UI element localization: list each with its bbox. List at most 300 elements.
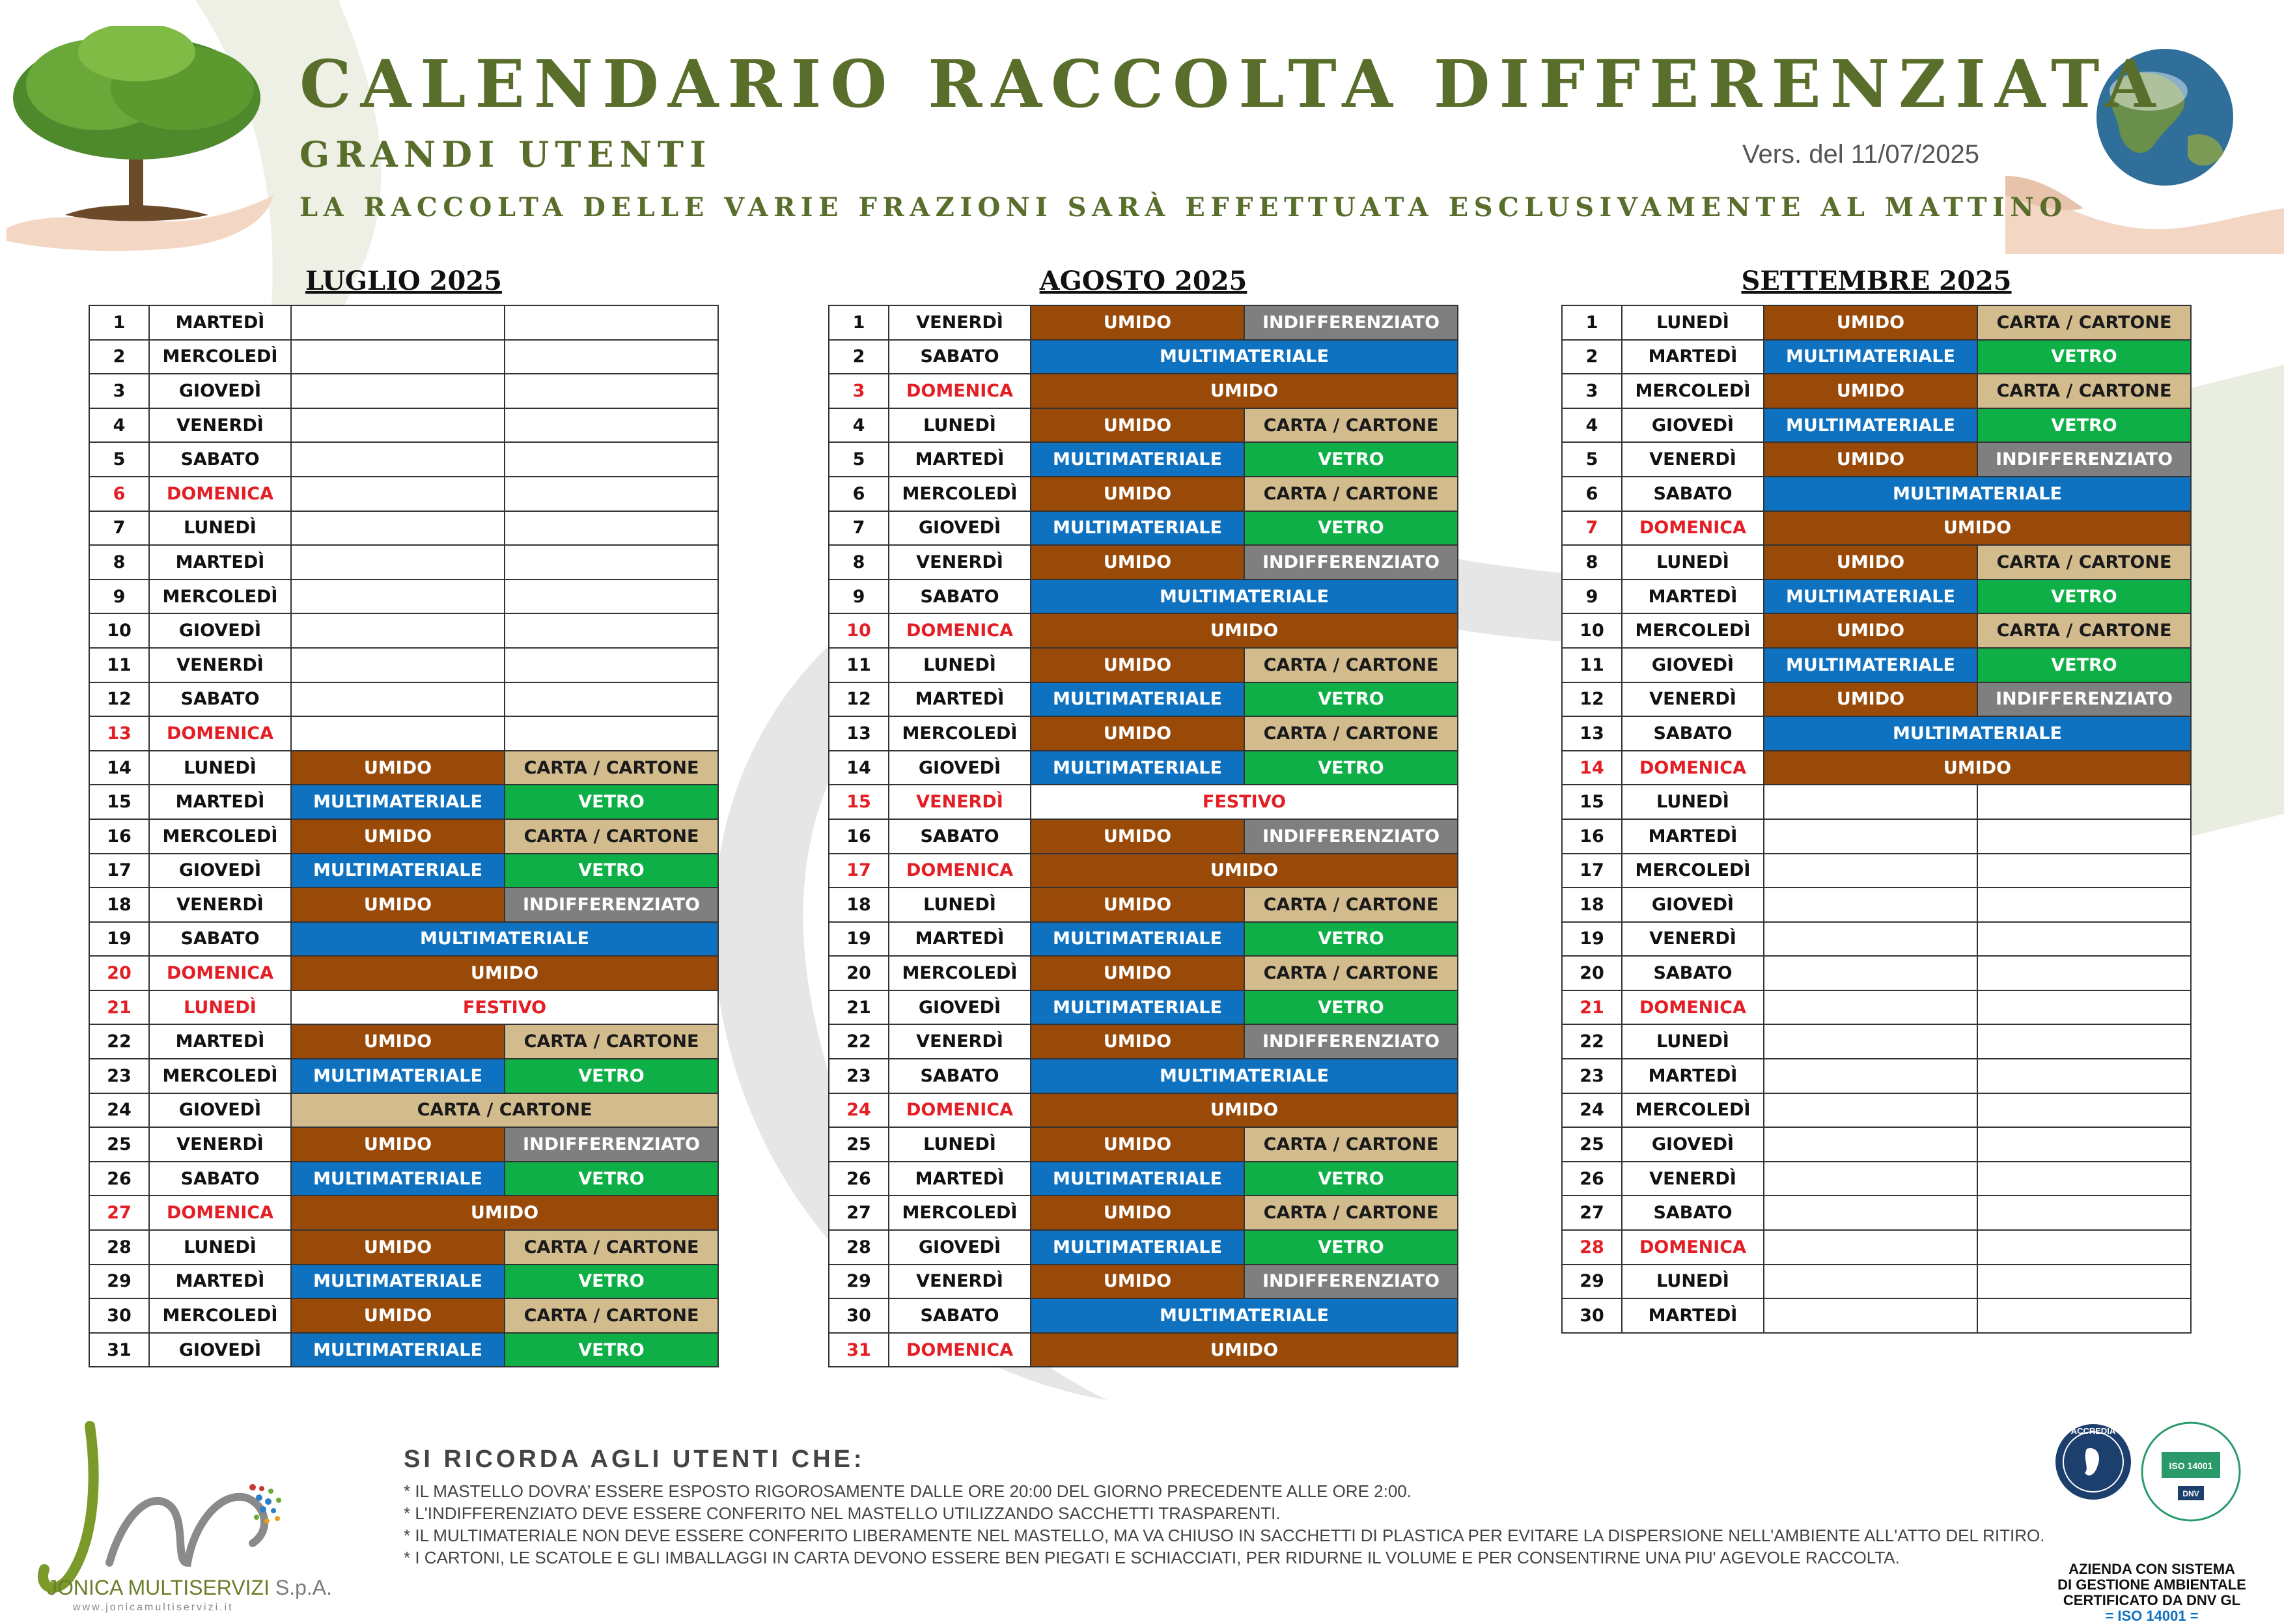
collection-cell: UMIDO (1764, 305, 1977, 340)
collection-cell (505, 648, 718, 682)
collection-cell: CARTA / CARTONE (1244, 477, 1458, 511)
day-number: 10 (829, 613, 889, 648)
collection-cell (1764, 1127, 1977, 1162)
collection-cell: VETRO (1977, 580, 2191, 614)
weekday: SABATO (889, 340, 1031, 374)
table-row (829, 854, 1458, 888)
cert-line: CERTIFICATO DA DNV GL (2063, 1592, 2241, 1608)
weekday: LUNEDÌ (889, 648, 1031, 682)
weekday: DOMENICA (1622, 1230, 1764, 1265)
collection-cell (1764, 888, 1977, 922)
table-row (1562, 751, 2191, 785)
collection-cell: UMIDO (1031, 888, 1244, 922)
collection-cell: MULTIMATERIALE (1031, 1059, 1458, 1093)
weekday: SABATO (889, 580, 1031, 614)
collection-cell (1764, 1298, 1977, 1333)
collection-cell (1764, 1093, 1977, 1128)
collection-cell (1977, 854, 2191, 888)
day-number: 8 (1562, 545, 1622, 580)
table-row (1562, 1127, 2191, 1162)
day-number: 6 (89, 477, 149, 511)
weekday: VENERDÌ (1622, 682, 1764, 717)
collection-cell: CARTA / CARTONE (1244, 956, 1458, 990)
collection-cell: UMIDO (1031, 1024, 1244, 1059)
collection-cell (1977, 1298, 2191, 1333)
weekday: MARTEDÌ (889, 1162, 1031, 1196)
table-row (1562, 716, 2191, 751)
user-reminders (404, 1446, 2045, 1569)
table-row (829, 340, 1458, 374)
collection-cell (1764, 956, 1977, 990)
table-row (89, 511, 718, 546)
collection-cell (1977, 785, 2191, 819)
collection-cell (505, 477, 718, 511)
weekday: LUNEDÌ (1622, 1265, 1764, 1299)
collection-cell: MULTIMATERIALE (1031, 751, 1244, 785)
table-row (829, 613, 1458, 648)
collection-cell: CARTA / CARTONE (291, 1093, 718, 1128)
weekday: MARTEDÌ (1622, 1059, 1764, 1093)
collection-cell: INDIFFERENZIATO (1244, 1024, 1458, 1059)
table-row (1562, 785, 2191, 819)
day-number: 26 (89, 1162, 149, 1196)
weekday: MARTEDÌ (149, 545, 291, 580)
weekday: SABATO (889, 1298, 1031, 1333)
weekday: LUNEDÌ (149, 511, 291, 546)
day-number: 9 (829, 580, 889, 614)
company-name (47, 1576, 332, 1600)
collection-cell: CARTA / CARTONE (1244, 716, 1458, 751)
weekday: GIOVEDÌ (889, 990, 1031, 1025)
month-title: AGOSTO 2025 (1039, 266, 1247, 296)
month-title: SETTEMBRE 2025 (1741, 266, 2012, 296)
collection-cell: MULTIMATERIALE (291, 1333, 505, 1367)
collection-cell: MULTIMATERIALE (1764, 580, 1977, 614)
table-row (1562, 340, 2191, 374)
weekday: DOMENICA (889, 854, 1031, 888)
collection-cell: UMIDO (1764, 751, 2191, 785)
collection-cell: UMIDO (1031, 1333, 1458, 1367)
collection-cell: UMIDO (1031, 1093, 1458, 1128)
day-number: 11 (829, 648, 889, 682)
day-number: 20 (1562, 956, 1622, 990)
day-number: 28 (1562, 1230, 1622, 1265)
collection-cell: FESTIVO (291, 990, 718, 1025)
table-row (1562, 408, 2191, 443)
table-row (1562, 888, 2191, 922)
collection-cell: VETRO (1244, 1230, 1458, 1265)
collection-cell: VETRO (505, 1333, 718, 1367)
weekday: GIOVEDÌ (149, 1333, 291, 1367)
table-row (89, 1162, 718, 1196)
table-row (89, 305, 718, 340)
weekday: SABATO (149, 922, 291, 957)
collection-cell (1977, 922, 2191, 957)
table-row (1562, 613, 2191, 648)
table-row (89, 682, 718, 717)
collection-cell (505, 408, 718, 443)
weekday: MARTEDÌ (149, 1024, 291, 1059)
weekday: LUNEDÌ (149, 751, 291, 785)
table-row (1562, 854, 2191, 888)
collection-cell: UMIDO (1031, 1196, 1244, 1230)
table-row (829, 819, 1458, 854)
collection-cell: CARTA / CARTONE (505, 751, 718, 785)
weekday: SABATO (1622, 1196, 1764, 1230)
collection-cell: CARTA / CARTONE (505, 1230, 718, 1265)
day-number: 5 (89, 442, 149, 477)
collection-cell: VETRO (1244, 990, 1458, 1025)
collection-cell: MULTIMATERIALE (1031, 442, 1244, 477)
weekday: GIOVEDÌ (149, 374, 291, 408)
collection-cell (505, 442, 718, 477)
collection-cell: UMIDO (1031, 1265, 1244, 1299)
collection-cell: VETRO (1977, 408, 2191, 443)
table-row (89, 1196, 718, 1230)
weekday: GIOVEDÌ (149, 1093, 291, 1128)
day-number: 14 (89, 751, 149, 785)
table-row (1562, 305, 2191, 340)
collection-cell: VETRO (1244, 682, 1458, 717)
day-number: 28 (89, 1230, 149, 1265)
day-number: 13 (1562, 716, 1622, 751)
weekday: DOMENICA (889, 374, 1031, 408)
table-row (89, 716, 718, 751)
day-number: 1 (1562, 305, 1622, 340)
dnv-text: DNV (2182, 1489, 2199, 1498)
weekday: MERCOLEDÌ (889, 956, 1031, 990)
table-row (89, 340, 718, 374)
weekday: LUNEDÌ (1622, 1024, 1764, 1059)
table-row (89, 545, 718, 580)
day-number: 22 (89, 1024, 149, 1059)
table-row (829, 442, 1458, 477)
collection-cell: UMIDO (1031, 613, 1458, 648)
day-number: 9 (89, 580, 149, 614)
weekday: GIOVEDÌ (889, 1230, 1031, 1265)
day-number: 7 (89, 511, 149, 546)
table-row (1562, 477, 2191, 511)
table-row (829, 785, 1458, 819)
collection-cell (1977, 990, 2191, 1025)
day-number: 10 (1562, 613, 1622, 648)
company-name-suffix: S.p.A. (269, 1576, 333, 1599)
day-number: 7 (1562, 511, 1622, 546)
day-number: 10 (89, 613, 149, 648)
table-row (89, 1230, 718, 1265)
collection-cell: VETRO (505, 1265, 718, 1299)
weekday: LUNEDÌ (1622, 545, 1764, 580)
collection-cell: UMIDO (291, 751, 505, 785)
weekday: DOMENICA (149, 716, 291, 751)
collection-cell: INDIFFERENZIATO (505, 1127, 718, 1162)
day-number: 8 (829, 545, 889, 580)
table-row (89, 854, 718, 888)
day-number: 16 (89, 819, 149, 854)
table-row (829, 1298, 1458, 1333)
collection-cell (505, 340, 718, 374)
weekday: SABATO (1622, 477, 1764, 511)
collection-cell: MULTIMATERIALE (1031, 1230, 1244, 1265)
weekday: GIOVEDÌ (149, 613, 291, 648)
collection-cell (505, 374, 718, 408)
day-number: 1 (829, 305, 889, 340)
day-number: 15 (1562, 785, 1622, 819)
weekday: LUNEDÌ (1622, 305, 1764, 340)
table-row (1562, 1298, 2191, 1333)
day-number: 4 (89, 408, 149, 443)
collection-cell: UMIDO (291, 1127, 505, 1162)
collection-cell (505, 716, 718, 751)
collection-cell (505, 545, 718, 580)
day-number: 25 (1562, 1127, 1622, 1162)
collection-cell (1977, 1162, 2191, 1196)
collection-cell: MULTIMATERIALE (291, 1162, 505, 1196)
iso-badge-text: ISO 14001 (2169, 1461, 2213, 1471)
weekday: GIOVEDÌ (1622, 1127, 1764, 1162)
collection-cell (1977, 1059, 2191, 1093)
collection-cell (291, 374, 505, 408)
weekday: LUNEDÌ (889, 1127, 1031, 1162)
table-row (829, 682, 1458, 717)
day-number: 24 (1562, 1093, 1622, 1128)
collection-cell: UMIDO (291, 1024, 505, 1059)
collection-cell: MULTIMATERIALE (1764, 408, 1977, 443)
weekday: MARTEDÌ (1622, 1298, 1764, 1333)
day-number: 31 (89, 1333, 149, 1367)
collection-cell: UMIDO (1031, 545, 1244, 580)
day-number: 6 (829, 477, 889, 511)
day-number: 22 (829, 1024, 889, 1059)
day-number: 21 (89, 990, 149, 1025)
table-row (1562, 990, 2191, 1025)
weekday: SABATO (149, 1162, 291, 1196)
table-row (1562, 1093, 2191, 1128)
day-number: 31 (829, 1333, 889, 1367)
weekday: GIOVEDÌ (149, 854, 291, 888)
day-number: 11 (1562, 648, 1622, 682)
table-row (89, 888, 718, 922)
weekday: MERCOLEDÌ (149, 1298, 291, 1333)
weekday: MARTEDÌ (149, 305, 291, 340)
day-number: 24 (829, 1093, 889, 1128)
weekday: VENERDÌ (1622, 1162, 1764, 1196)
collection-cell: UMIDO (1764, 545, 1977, 580)
day-number: 2 (89, 340, 149, 374)
day-number: 19 (89, 922, 149, 957)
collection-cell (1764, 990, 1977, 1025)
day-number: 30 (1562, 1298, 1622, 1333)
collection-cell: CARTA / CARTONE (1244, 1127, 1458, 1162)
collection-cell: VETRO (1244, 511, 1458, 546)
collection-cell: VETRO (505, 1162, 718, 1196)
collection-tagline: LA RACCOLTA DELLE VARIE FRAZIONI SARÀ EFFETTUATA ESCLUSIVAMENTE AL MATTINO (299, 192, 2068, 223)
day-number: 27 (89, 1196, 149, 1230)
version-label: Vers. del 11/07/2025 (1742, 140, 1979, 169)
weekday: VENERDÌ (889, 305, 1031, 340)
weekday: DOMENICA (889, 613, 1031, 648)
month-calendar-july (89, 266, 719, 1367)
weekday: MARTEDÌ (149, 785, 291, 819)
table-row (829, 1162, 1458, 1196)
day-number: 18 (1562, 888, 1622, 922)
collection-cell: CARTA / CARTONE (505, 819, 718, 854)
collection-cell: MULTIMATERIALE (1764, 477, 2191, 511)
collection-cell: INDIFFERENZIATO (1244, 545, 1458, 580)
day-number: 19 (1562, 922, 1622, 957)
table-row (829, 511, 1458, 546)
tree-in-hands-image (0, 26, 286, 260)
day-number: 16 (829, 819, 889, 854)
collection-cell (1977, 1230, 2191, 1265)
table-row (89, 1265, 718, 1299)
table-row (829, 716, 1458, 751)
collection-cell (505, 580, 718, 614)
collection-cell: MULTIMATERIALE (1031, 511, 1244, 546)
collection-cell: MULTIMATERIALE (291, 785, 505, 819)
table-row (89, 785, 718, 819)
reminder-item: * I CARTONI, LE SCATOLE E GLI IMBALLAGGI IN CARTA DEVONO ESSERE BEN PIEGATI E SCHIACCIATI, PER RIDURNE IL VOLUME E PER CONSENTIRNE UNA PIU' AGEVOLE RACCOLTA. (404, 1548, 1900, 1567)
table-row (829, 1196, 1458, 1230)
collection-cell (291, 682, 505, 717)
collection-cell: MULTIMATERIALE (291, 1059, 505, 1093)
collection-cell (1977, 1093, 2191, 1128)
collection-cell: CARTA / CARTONE (1244, 888, 1458, 922)
table-row (89, 819, 718, 854)
weekday: VENERDÌ (889, 1024, 1031, 1059)
collection-cell (1977, 1024, 2191, 1059)
day-number: 1 (89, 305, 149, 340)
table-row (1562, 1265, 2191, 1299)
collection-cell: MULTIMATERIALE (1031, 922, 1244, 957)
collection-cell (1977, 1265, 2191, 1299)
collection-cell (291, 716, 505, 751)
weekday: GIOVEDÌ (1622, 648, 1764, 682)
day-number: 27 (829, 1196, 889, 1230)
table-row (89, 374, 718, 408)
weekday: VENERDÌ (889, 545, 1031, 580)
collection-cell: UMIDO (1031, 819, 1244, 854)
collection-cell (291, 408, 505, 443)
weekday: MARTEDÌ (1622, 340, 1764, 374)
day-number: 30 (89, 1298, 149, 1333)
day-number: 21 (1562, 990, 1622, 1025)
collection-cell (1764, 785, 1977, 819)
day-number: 18 (89, 888, 149, 922)
table-row (89, 1093, 718, 1128)
weekday: DOMENICA (149, 1196, 291, 1230)
collection-cell: MULTIMATERIALE (1764, 340, 1977, 374)
table-row (829, 580, 1458, 614)
day-number: 12 (89, 682, 149, 717)
weekday: GIOVEDÌ (889, 751, 1031, 785)
cert-line: DI GESTIONE AMBIENTALE (2057, 1576, 2246, 1593)
day-number: 16 (1562, 819, 1622, 854)
collection-cell: INDIFFERENZIATO (1977, 442, 2191, 477)
table-row (829, 305, 1458, 340)
table-row (1562, 922, 2191, 957)
weekday: LUNEDÌ (149, 990, 291, 1025)
weekday: MERCOLEDÌ (1622, 374, 1764, 408)
collection-cell: UMIDO (1031, 648, 1244, 682)
table-row (1562, 1162, 2191, 1196)
day-number: 3 (1562, 374, 1622, 408)
table-row (829, 648, 1458, 682)
collection-cell: MULTIMATERIALE (1031, 682, 1244, 717)
day-number: 26 (1562, 1162, 1622, 1196)
certification-badges (2051, 1413, 2253, 1556)
table-row (89, 751, 718, 785)
day-number: 14 (1562, 751, 1622, 785)
collection-cell: MULTIMATERIALE (1764, 716, 2191, 751)
collection-cell: UMIDO (291, 888, 505, 922)
collection-cell: UMIDO (1031, 716, 1244, 751)
weekday: MERCOLEDÌ (149, 819, 291, 854)
month-calendar-september (1561, 266, 2192, 1334)
reminder-item: * IL MULTIMATERIALE NON DEVE ESSERE CONFERITO LIBERAMENTE NEL MASTELLO, MA VA CHIUSO IN SACCHETTI DI PLASTICA PER EVITARE LA DISPERSIONE NELL'AMBIENTE ALL'ATTO DEL RITIRO. (404, 1526, 2045, 1545)
weekday: MARTEDÌ (1622, 580, 1764, 614)
weekday: SABATO (889, 819, 1031, 854)
table-row (89, 408, 718, 443)
weekday: MARTEDÌ (1622, 819, 1764, 854)
collection-cell: VETRO (1244, 1162, 1458, 1196)
collection-cell: MULTIMATERIALE (291, 1265, 505, 1299)
weekday: SABATO (149, 442, 291, 477)
collection-cell: CARTA / CARTONE (1244, 1196, 1458, 1230)
table-row (829, 1127, 1458, 1162)
collection-cell (1764, 1059, 1977, 1093)
collection-cell (1764, 922, 1977, 957)
table-row (1562, 580, 2191, 614)
weekday: GIOVEDÌ (889, 511, 1031, 546)
day-number: 8 (89, 545, 149, 580)
weekday: VENERDÌ (1622, 442, 1764, 477)
collection-cell: MULTIMATERIALE (291, 922, 718, 957)
cert-line: AZIENDA CON SISTEMA (2068, 1561, 2235, 1577)
collection-cell (1764, 854, 1977, 888)
day-number: 11 (89, 648, 149, 682)
collection-cell (1764, 1230, 1977, 1265)
collection-cell: UMIDO (291, 1230, 505, 1265)
collection-cell (505, 682, 718, 717)
weekday: MARTEDÌ (889, 442, 1031, 477)
table-row (829, 545, 1458, 580)
weekday: SABATO (1622, 956, 1764, 990)
table-row (89, 580, 718, 614)
table-row (1562, 442, 2191, 477)
day-number: 4 (829, 408, 889, 443)
collection-cell (291, 477, 505, 511)
table-row (1562, 819, 2191, 854)
weekday: MERCOLEDÌ (1622, 1093, 1764, 1128)
collection-cell (1977, 888, 2191, 922)
collection-cell: MULTIMATERIALE (1031, 1298, 1458, 1333)
weekday: LUNEDÌ (889, 888, 1031, 922)
weekday: VENERDÌ (889, 785, 1031, 819)
weekday: MERCOLEDÌ (149, 340, 291, 374)
weekday: DOMENICA (149, 956, 291, 990)
day-number: 3 (89, 374, 149, 408)
collection-cell: UMIDO (1764, 613, 1977, 648)
weekday: VENERDÌ (149, 408, 291, 443)
table-row (1562, 374, 2191, 408)
table-row (89, 956, 718, 990)
day-number: 4 (1562, 408, 1622, 443)
weekday: MERCOLEDÌ (1622, 613, 1764, 648)
day-number: 26 (829, 1162, 889, 1196)
table-row (829, 1265, 1458, 1299)
collection-cell (505, 613, 718, 648)
